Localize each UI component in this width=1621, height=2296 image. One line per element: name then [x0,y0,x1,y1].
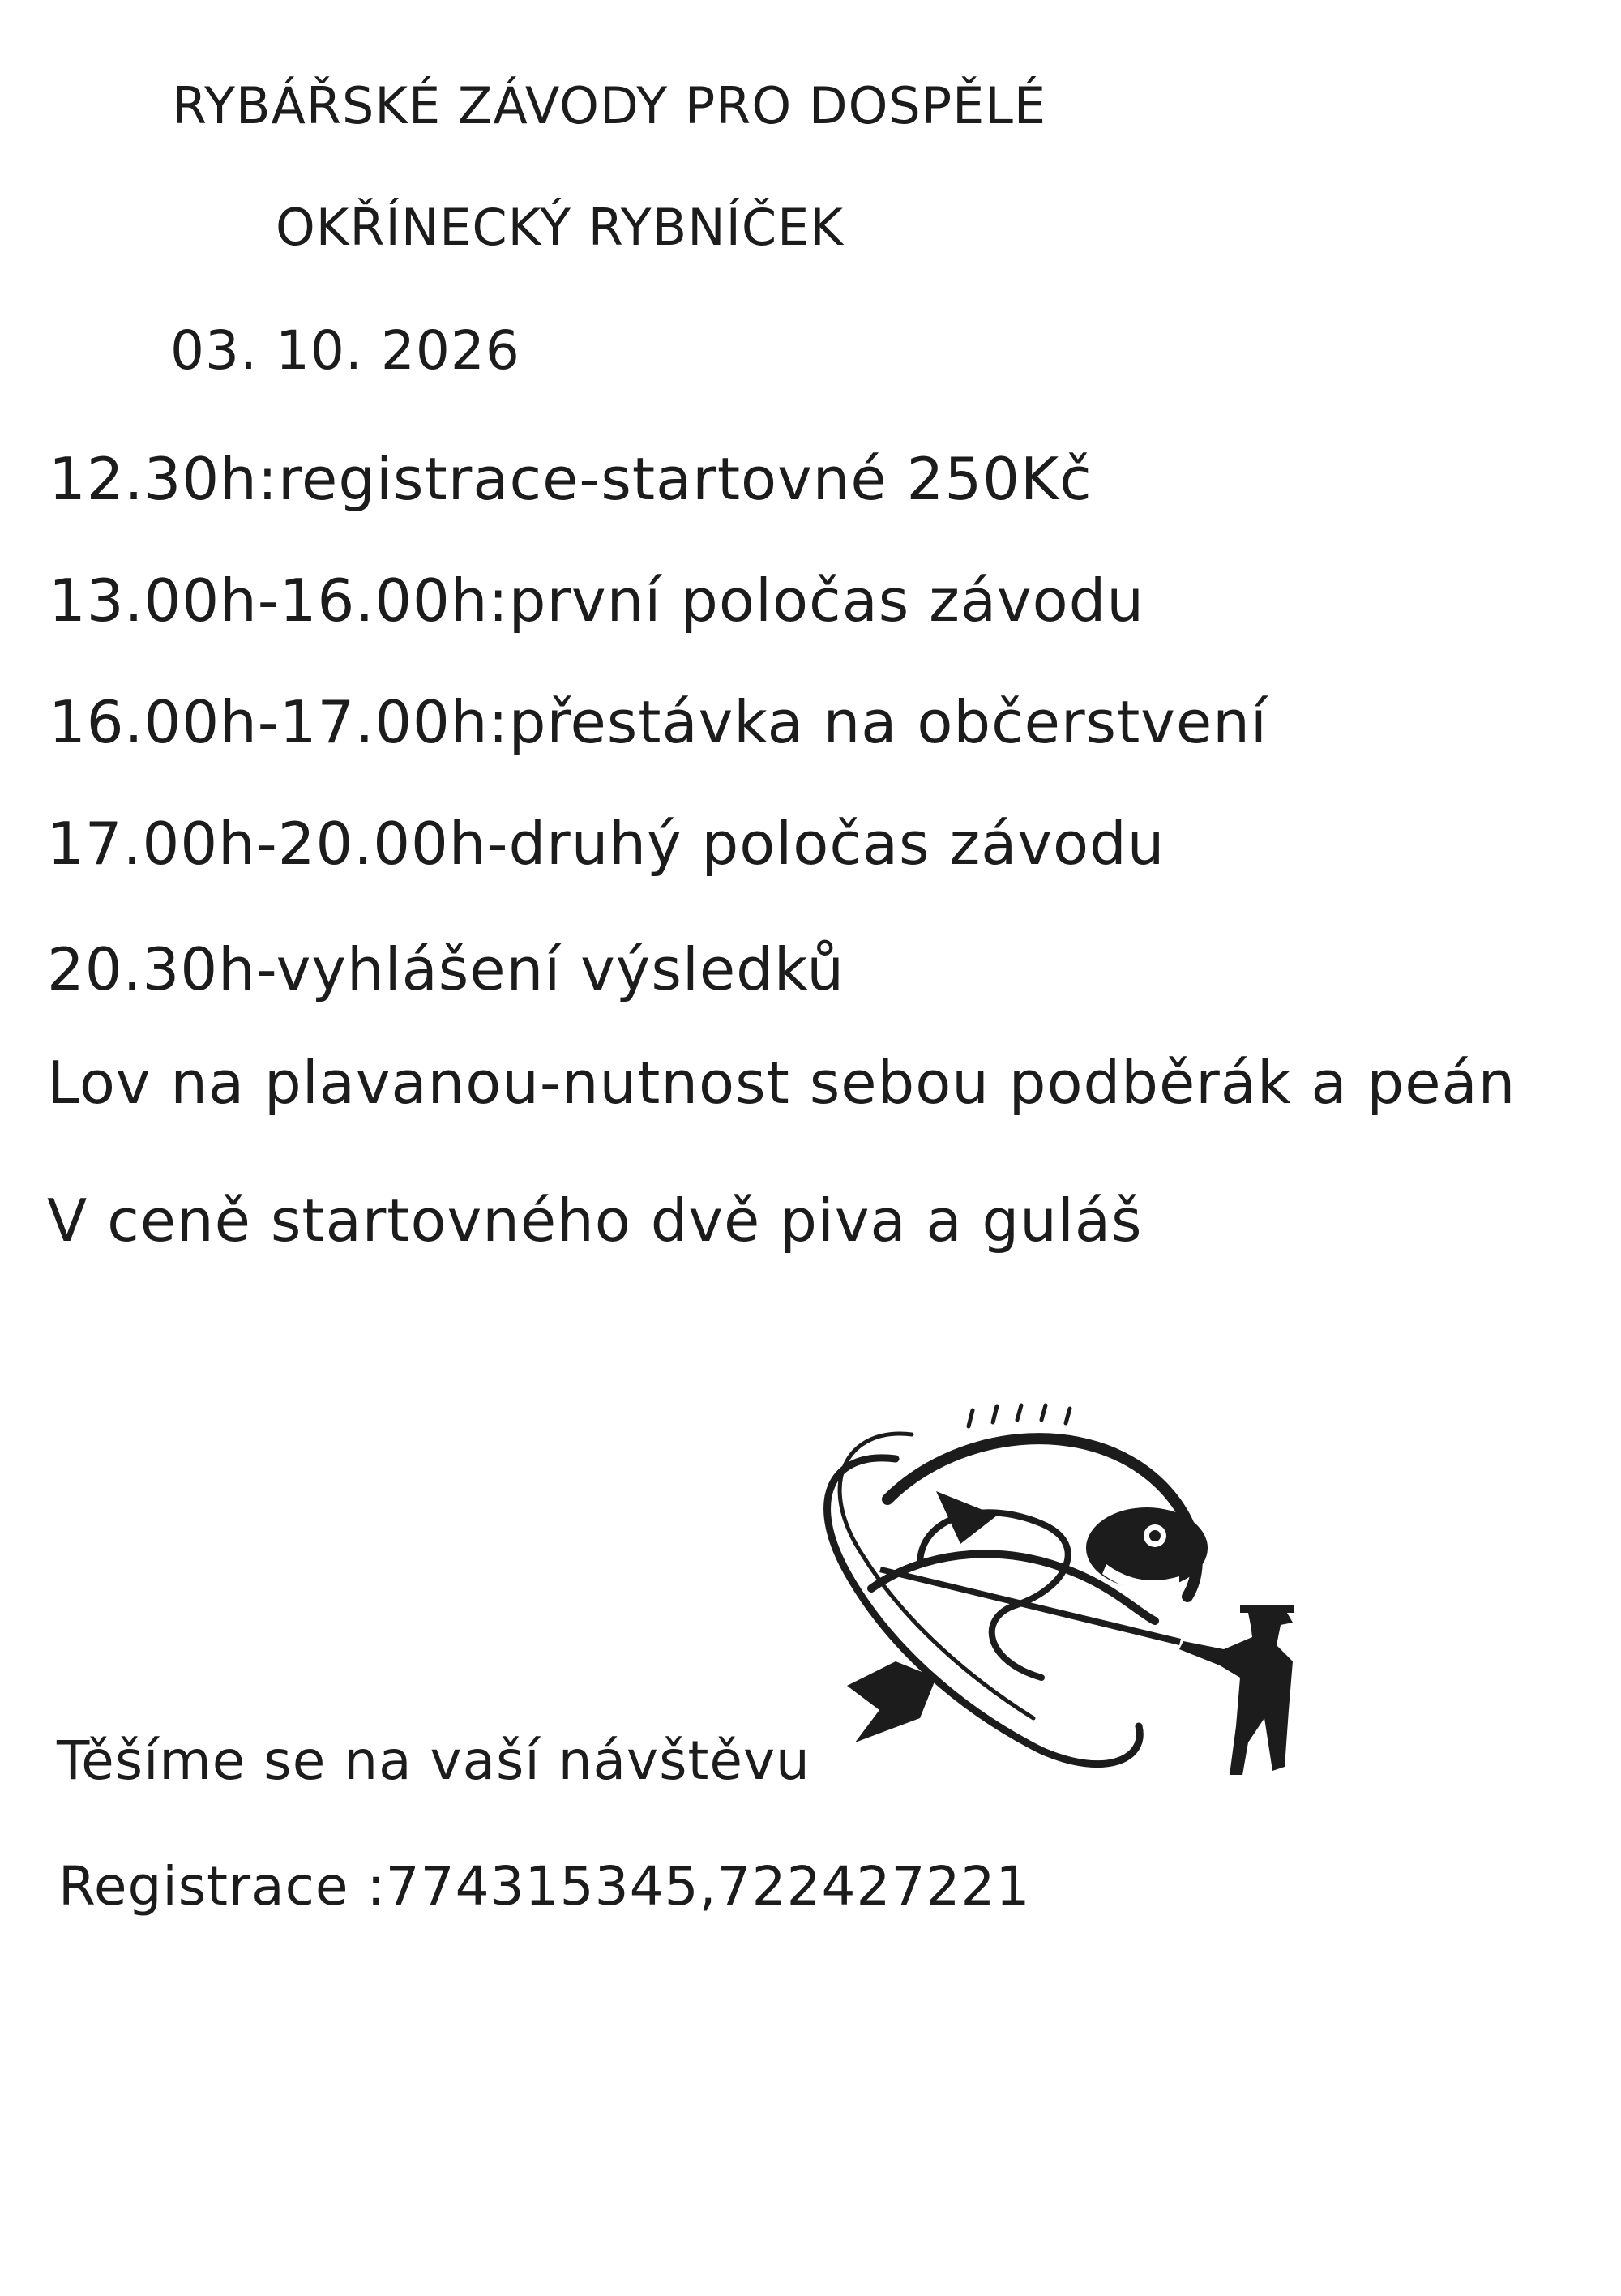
fisherman-with-fish-icon [798,1402,1317,1799]
note-equipment: Lov na plavanou-nutnost sebou podběrák a peán [47,1049,1516,1117]
schedule-item: 16.00h-17.00h:přestávka na občerstvení [49,688,1268,756]
schedule-item: 13.00h-16.00h:první poločas závodu [49,567,1145,635]
schedule-item: 20.30h-vyhlášení výsledků [47,935,845,1003]
event-title: RYBÁŘSKÉ ZÁVODY PRO DOSPĚLÉ [172,76,1047,135]
schedule-item: 17.00h-20.00h-druhý poločas závodu [47,810,1165,878]
registration-phones: Registrace :774315345,722427221 [58,1855,1031,1918]
event-date: 03. 10. 2026 [170,319,520,382]
event-location: OKŘÍNECKÝ RYBNÍČEK [276,198,844,257]
welcome-message: Těšíme se na vaší návštěvu [57,1729,810,1792]
note-included: V ceně startovného dvě piva a guláš [47,1186,1143,1255]
schedule-item: 12.30h:registrace-startovné 250Kč [49,445,1093,513]
